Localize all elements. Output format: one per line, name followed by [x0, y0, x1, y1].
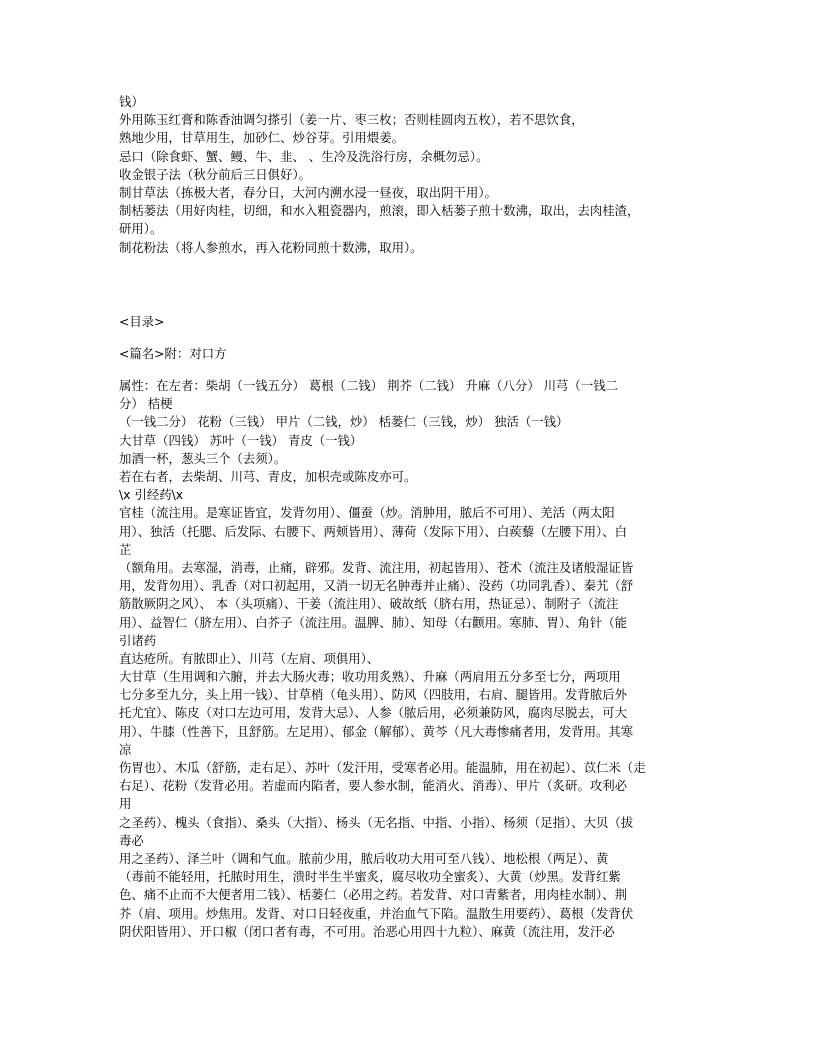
text-line: 用 — [119, 796, 132, 812]
text-line: 大甘草（生用调和六腑，并去大肠火毒；收功用炙熟）、升麻（两肩用五分多至七分，两项用 — [119, 669, 621, 685]
text-line: 忌口（除食虾、蟹、鳗、牛、韭、 、生冷及洗浴行房，余概勿忌）。 — [119, 148, 489, 164]
text-line: 用，发背勿用）、乳香（对口初起用，又消一切无名肿毒并止痛）、没药（功同乳香）、秦艽（舒 — [119, 578, 634, 594]
toc-label: <目录> — [119, 313, 165, 329]
text-line: （一钱二分） 花粉（三钱） 甲片（二钱，炒） 栝蒌仁（三钱，炒） 独活（一钱） — [119, 414, 569, 430]
text-line: 凉 — [119, 741, 132, 757]
text-line: 制栝蒌法（用好肉桂，切细，和水入粗瓷器内，煎滚，即入栝蒌子煎十数沸，取出，去肉桂渣， — [119, 203, 640, 219]
text-line: 若在右者，去柴胡、川芎、青皮，加枳壳或陈皮亦可。 — [119, 469, 417, 484]
text-line: 直达疮所。有脓即止）、川芎（左肩、项俱用）、 — [119, 650, 380, 666]
text-line: 阴伏阳皆用）、开口椒（闭口者有毒，不可用。治恶心用四十九粒）、麻黄（流注用，发汗必 — [119, 923, 615, 939]
text-line: 右足）、花粉（发背必用。若虚而内陷者，要人参水制，能消火、消毒）、甲片（炙研。攻利必 — [119, 778, 628, 794]
text-line: （额角用。去寒湿，消毒，止痛，辟邪。发背、流注用，初起皆用）、苍术（流注及诸般湿证皆 — [119, 559, 634, 575]
section-spacer — [119, 363, 691, 377]
text-line: 毒必 — [119, 832, 144, 848]
text-section-preparations — [119, 93, 691, 257]
text-line: 芥（肩、项用。炒焦用。发背、对口日轻夜重，并治血气下陷。温散生用要药）、葛根（发背伏 — [119, 905, 634, 921]
text-line: 用）、牛膝（性善下，且舒筋。左足用）、郁金（解郁）、黄芩（凡大毒惨痛者用，发背用。其寒 — [119, 723, 634, 739]
text-line: 引诸药 — [119, 632, 157, 648]
text-line: 之圣药）、槐头（食指）、桑头（大指）、杨头（无名指、中指、小指）、杨须（足指）、大贝（拔 — [119, 814, 634, 830]
document-page — [119, 93, 691, 941]
section-spacer — [119, 257, 691, 313]
text-line: \x 引经药\x — [119, 487, 184, 503]
text-line: 官桂（流注用。是寒证皆宜，发背勿用）、僵蚕（炒。消肿用，脓后不可用）、羌活（两太阳 — [119, 505, 615, 521]
text-line: 筋散厥阴之风）、 本（头项痛）、干姜（流注用）、破故纸（脐右用，热证忌）、制附子（流注 — [119, 596, 619, 612]
text-line: 大甘草（四钱） 苏叶（一钱） 青皮（一钱） — [119, 432, 363, 448]
text-line: 用）、益智仁（脐左用）、白芥子（流注用。温脾、肺）、知母（右颧用。寒肺、胃）、角针（能 — [119, 614, 627, 630]
text-line: 托尤宜）、陈皮（对口左边可用，发背大忌）、人参（脓后用，必须兼防风，腐肉尽脱去，可大 — [119, 705, 628, 721]
text-section-properties — [119, 377, 691, 941]
text-line: 用之圣药）、泽兰叶（调和气血。脓前少用，脓后收功大用可至八钱）、地松根（两足）、黄 — [119, 850, 609, 866]
text-line: 分） 桔梗 — [119, 396, 173, 412]
text-line: 用）、独活（托腮、后发际、右腰下、两颊皆用）、薄荷（发际下用）、白蒺藜（左腰下用）、白 — [119, 523, 627, 539]
text-line: 属性：在左者：柴胡（一钱五分） 葛根（二钱） 荆芥（二钱） 升麻（八分） 川芎（一钱二 — [119, 378, 618, 394]
text-line: 研用）。 — [119, 221, 163, 237]
text-line: 收金银子法（秋分前后三日俱好）。 — [119, 166, 312, 182]
text-line: 外用陈玉红膏和陈香油调匀搽引（姜一片、枣三枚；否则桂圆肉五枚），若不思饮食， — [119, 112, 584, 128]
text-line: 芷 — [119, 541, 132, 557]
text-line: （毒前不能轻用，托脓时用生，溃时半生半蜜炙，腐尽收功全蜜炙）、大黄（炒黑。发背红紫 — [119, 869, 621, 885]
text-line: 色、痛不止而不大便者用二钱）、栝蒌仁（必用之药。若发背、对口青紫者，用肉桂水制）、荆 — [119, 887, 628, 903]
text-line: 制甘草法（拣极大者，春分日，大河内溯水浸一昼夜，取出阴干用）。 — [119, 184, 497, 200]
chapter-title: <篇名>附：对口方 — [119, 345, 227, 361]
text-line: 钱） — [119, 94, 144, 109]
text-line: 伤胃也）、木瓜（舒筋，走右足）、苏叶（发汗用，受寒者必用。能温肺，用在初起）、苡仁米（走 — [119, 760, 646, 775]
text-line: 加酒一杯，葱头三个（去须）。 — [119, 450, 287, 466]
text-line: 七分多至九分，头上用一钱）、甘草梢（龟头用）、防风（四肢用，右肩、腿皆用。发背脓后外 — [119, 687, 628, 703]
text-line: 制花粉法（将人参煎水，再入花粉同煎十数沸，取用）。 — [119, 239, 423, 255]
text-line: 熟地少用，甘草用生，加砂仁、炒谷芽。引用煨姜。 — [119, 130, 404, 146]
section-spacer — [119, 331, 691, 345]
